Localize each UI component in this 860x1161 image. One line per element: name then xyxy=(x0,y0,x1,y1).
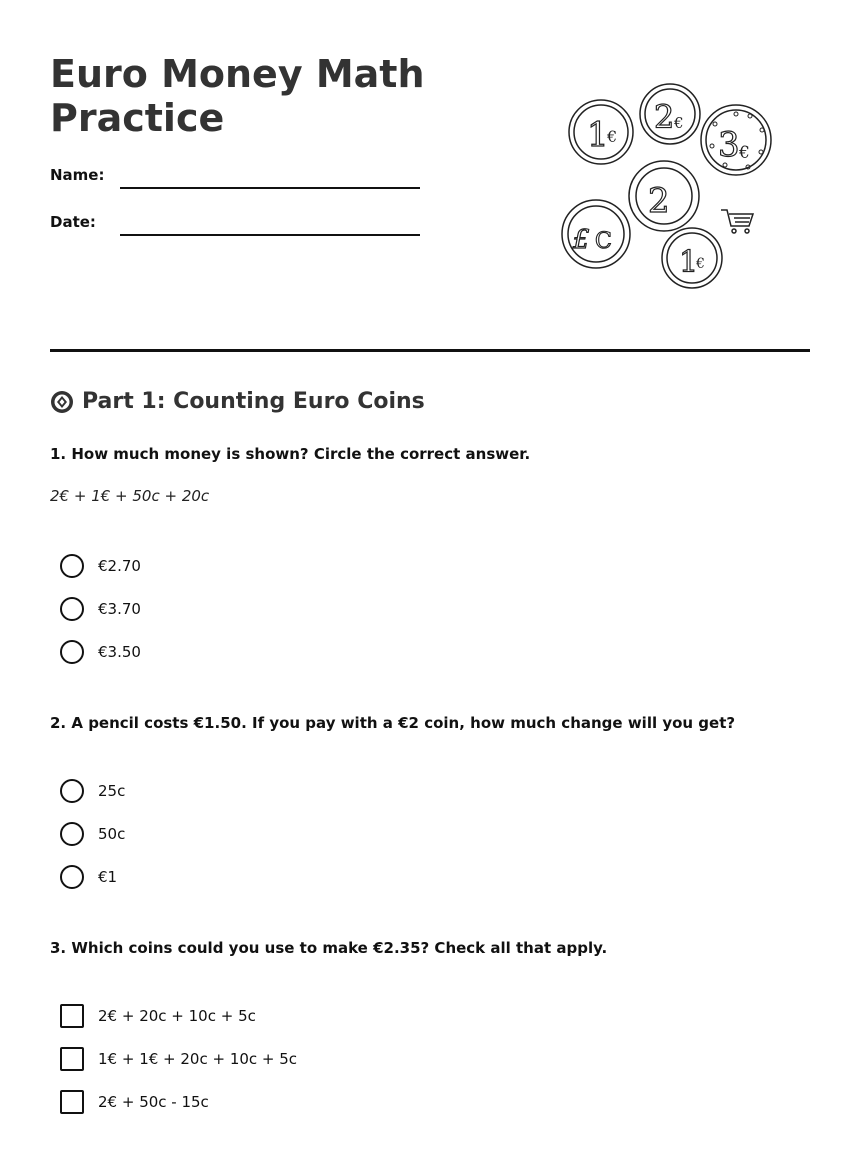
question-2-option-c[interactable] xyxy=(60,865,117,889)
section-divider xyxy=(50,349,810,352)
option-label: €1 xyxy=(98,868,118,886)
question-1-option-c[interactable] xyxy=(60,640,141,664)
svg-text:1: 1 xyxy=(587,115,609,155)
svg-text:C: C xyxy=(595,229,612,254)
question-1-option-b[interactable] xyxy=(60,597,141,621)
option-label: 2€ + 50c - 15c xyxy=(98,1093,209,1111)
option-label: €3.50 xyxy=(98,643,141,661)
question-2-option-b[interactable] xyxy=(60,822,125,846)
date-field[interactable] xyxy=(120,234,420,236)
svg-text:2: 2 xyxy=(648,181,670,221)
svg-text:€: € xyxy=(674,114,684,132)
option-label: €2.70 xyxy=(98,557,141,575)
shopping-cart-icon xyxy=(721,210,753,233)
question-1-prompt: 1. How much money is shown? Circle the correct answer. xyxy=(50,445,531,463)
radio-button[interactable] xyxy=(60,822,84,846)
option-label: €3.70 xyxy=(98,600,141,618)
checkbox[interactable] xyxy=(60,1090,84,1114)
question-3-option-b[interactable] xyxy=(60,1047,297,1071)
svg-text:£: £ xyxy=(573,225,590,255)
svg-text:€: € xyxy=(696,256,705,272)
svg-text:€: € xyxy=(607,127,618,146)
worksheet-title-line-1: Euro Money Math xyxy=(50,52,425,96)
part1-heading xyxy=(50,389,425,414)
coin-icon xyxy=(50,390,74,414)
svg-text:1: 1 xyxy=(679,245,699,280)
name-label: Name: xyxy=(50,166,105,184)
radio-button[interactable] xyxy=(60,865,84,889)
worksheet-title xyxy=(50,52,425,140)
option-label: 1€ + 1€ + 20c + 10c + 5c xyxy=(98,1050,298,1068)
worksheet-title-line-2: Practice xyxy=(50,96,225,140)
question-1-option-a[interactable] xyxy=(60,554,141,578)
radio-button[interactable] xyxy=(60,640,84,664)
option-label: 2€ + 20c + 10c + 5c xyxy=(98,1007,256,1025)
question-3-prompt: 3. Which coins could you use to make €2.35? Check all that apply. xyxy=(50,939,608,957)
option-label: 50c xyxy=(98,825,126,843)
radio-button[interactable] xyxy=(60,554,84,578)
question-1-expression: 2€ + 1€ + 50c + 20c xyxy=(50,487,210,505)
question-3-option-a[interactable] xyxy=(60,1004,256,1028)
question-2-prompt: 2. A pencil costs €1.50. If you pay with a €2 coin, how much change will you get? xyxy=(50,714,736,732)
question-3-option-c[interactable] xyxy=(60,1090,209,1114)
option-label: 25c xyxy=(98,782,126,800)
checkbox[interactable] xyxy=(60,1004,84,1028)
radio-button[interactable] xyxy=(60,597,84,621)
part1-title: Part 1: Counting Euro Coins xyxy=(82,389,425,414)
name-field[interactable] xyxy=(120,187,420,189)
radio-button[interactable] xyxy=(60,779,84,803)
euro-coins-icon xyxy=(555,80,795,300)
date-label: Date: xyxy=(50,213,96,231)
svg-text:2: 2 xyxy=(654,98,675,136)
svg-text:3: 3 xyxy=(718,125,740,165)
checkbox[interactable] xyxy=(60,1047,84,1071)
svg-text:€: € xyxy=(739,143,750,163)
question-2-option-a[interactable] xyxy=(60,779,125,803)
